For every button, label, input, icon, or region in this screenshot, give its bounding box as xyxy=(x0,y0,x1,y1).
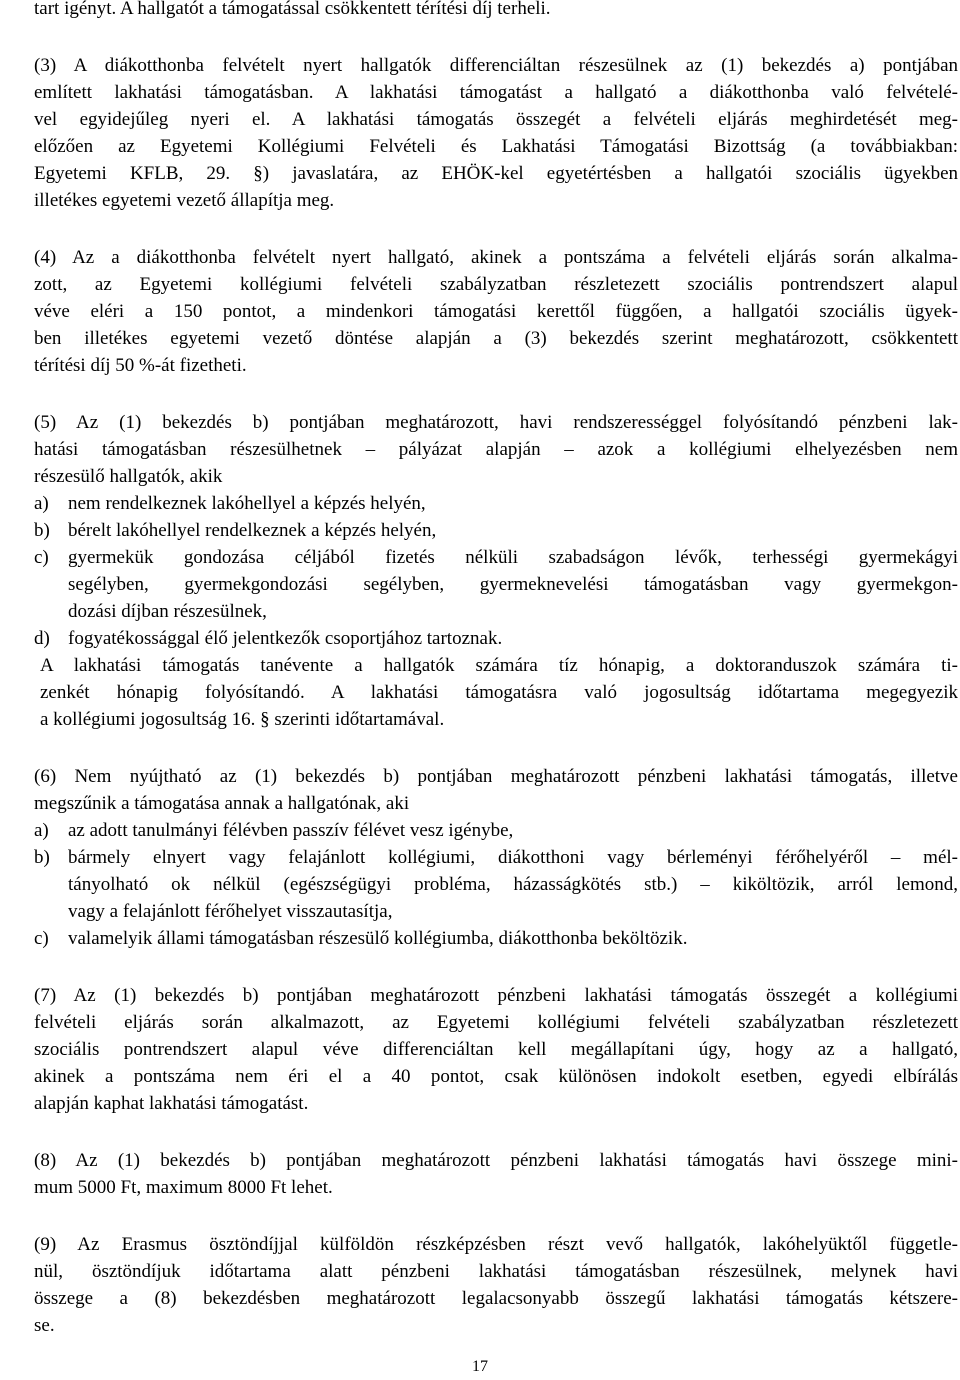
list-marker: b) xyxy=(34,847,50,868)
list-item: vagy a felajánlott férőhelyet visszautasítja, xyxy=(68,901,393,922)
paragraph-line: (6) Nem nyújtható az (1) bekezdés b) pontjában meghatározott pénzbeni lakhatási támogatás, illetve xyxy=(34,766,958,787)
list-marker: b) xyxy=(34,520,50,541)
paragraph-line: (5) Az (1) bekezdés b) pontjában meghatározott, havi rendszerességgel folyósítandó pénzbeni lak- xyxy=(34,412,958,433)
list-marker: c) xyxy=(34,928,49,949)
list-item: bármely elnyert vagy felajánlott kollégiumi, diákotthoni vagy bérleményi férőhelyéről – mél- xyxy=(68,847,958,868)
paragraph-line: megszűnik a támogatása annak a hallgatónak, aki xyxy=(34,793,410,814)
paragraph-line: (9) Az Erasmus ösztöndíjjal külföldön részképzésben részt vevő hallgatók, lakóhelyüktől függetle- xyxy=(34,1234,958,1255)
list-item: fogyatékossággal élő jelentkezők csoportjához tartoznak. xyxy=(68,628,503,649)
list-item: gyermekük gondozása céljából fizetés nélküli szabadságon lévők, terhességi gyermekágyi xyxy=(68,547,958,568)
paragraph-line: előzően az Egyetemi Kollégiumi Felvételi és Lakhatási Támogatási Bizottság (a továbbiakban: xyxy=(34,136,958,157)
paragraph-line: (7) Az (1) bekezdés b) pontjában meghatározott pénzbeni lakhatási támogatás összegét a kollégiumi xyxy=(34,985,958,1006)
paragraph-line: részesülő hallgatók, akik xyxy=(34,466,223,487)
paragraph-line: zenkét hónapig folyósítandó. A lakhatási támogatásra való jogosultság időtartama megegyezik xyxy=(40,682,958,703)
list-item: valamelyik állami támogatásban részesülő kollégiumba, diákotthonba beköltözik. xyxy=(68,928,688,949)
list-item: az adott tanulmányi félévben passzív félévet vesz igénybe, xyxy=(68,820,514,841)
paragraph-line: akinek a pontszáma nem éri el a 40 pontot, csak különösen indokolt esetben, egyedi elbírálás xyxy=(34,1066,958,1087)
paragraph-line: vel egyidejűleg nyeri el. A lakhatási támogatás összegét a felvételi eljárás meghirdetését meg- xyxy=(34,109,958,130)
paragraph-line: említett lakhatási támogatásban. A lakhatási támogatást a hallgató a diákotthonba való felvételé- xyxy=(34,82,958,103)
list-marker: a) xyxy=(34,820,49,841)
paragraph-line: véve eléri a 150 pontot, a mindenkori támogatási kerettől függően, a hallgatói szociális ügyek- xyxy=(34,301,958,322)
paragraph-line: a kollégiumi jogosultság 16. § szerinti időtartamával. xyxy=(40,709,445,730)
list-item: dozási díjban részesülnek, xyxy=(68,601,267,622)
paragraph-line: térítési díj 50 %-át fizetheti. xyxy=(34,355,247,376)
list-item: nem rendelkeznek lakóhellyel a képzés helyén, xyxy=(68,493,426,514)
paragraph-line: A lakhatási támogatás tanévente a hallgatók számára tíz hónapig, a doktoranduszok számára ti- xyxy=(40,655,958,676)
paragraph-line: mum 5000 Ft, maximum 8000 Ft lehet. xyxy=(34,1177,333,1198)
intro-line: tart igényt. A hallgatót a támogatással csökkentett térítési díj terheli. xyxy=(34,0,551,19)
paragraph-line: ben illetékes egyetemi vezető döntése alapján a (3) bekezdés szerint meghatározott, csökkentett xyxy=(34,328,958,349)
list-marker: c) xyxy=(34,547,49,568)
paragraph-line: illetékes egyetemi vezető állapítja meg. xyxy=(34,190,335,211)
list-item: segélyben, gyermekgondozási segélyben, gyermeknevelési támogatásban vagy gyermekgon- xyxy=(68,574,958,595)
paragraph-line: szociális pontrendszert alapul véve differenciáltan kell megállapítani úgy, hogy az a hallgató, xyxy=(34,1039,958,1060)
page-number: 17 xyxy=(472,1358,488,1375)
list-item: bérelt lakóhellyel rendelkeznek a képzés helyén, xyxy=(68,520,437,541)
paragraph-line: nül, ösztöndíjuk időtartama alatt pénzbeni lakhatási támogatásban részesülnek, melynek havi xyxy=(34,1261,958,1282)
paragraph-line: zott, az Egyetemi kollégiumi felvételi szabályzatban részletezett szociális pontrendszert alapul xyxy=(34,274,958,295)
list-marker: d) xyxy=(34,628,50,649)
paragraph-line: (8) Az (1) bekezdés b) pontjában meghatározott pénzbeni lakhatási támogatás havi összege mini- xyxy=(34,1150,958,1171)
paragraph-line: összege a (8) bekezdésben meghatározott legalacsonyabb összegű lakhatási támogatás kétszere- xyxy=(34,1288,958,1309)
list-marker: a) xyxy=(34,493,49,514)
paragraph-line: Egyetemi KFLB, 29. §) javaslatára, az EHÖK-kel egyetértésben a hallgatói szociális ügyekben xyxy=(34,163,958,184)
list-item: tányolható ok nélkül (egészségügyi probléma, házasságkötés stb.) – kiköltözik, arról lemond, xyxy=(68,874,958,895)
paragraph-line: felvételi eljárás során alkalmazott, az Egyetemi kollégiumi felvételi szabályzatban részletezett xyxy=(34,1012,958,1033)
paragraph-line: (3) A diákotthonba felvételt nyert hallgatók differenciáltan részesülnek az (1) bekezdés a) pontjában xyxy=(34,55,958,76)
paragraph-line: se. xyxy=(34,1315,55,1336)
paragraph-line: hatási támogatásban részesülhetnek – pályázat alapján – azok a kollégiumi elhelyezésben nem xyxy=(34,439,958,460)
paragraph-line: (4) Az a diákotthonba felvételt nyert hallgató, akinek a pontszáma a felvételi eljárás során alkalma- xyxy=(34,247,958,268)
paragraph-line: alapján kaphat lakhatási támogatást. xyxy=(34,1093,309,1114)
